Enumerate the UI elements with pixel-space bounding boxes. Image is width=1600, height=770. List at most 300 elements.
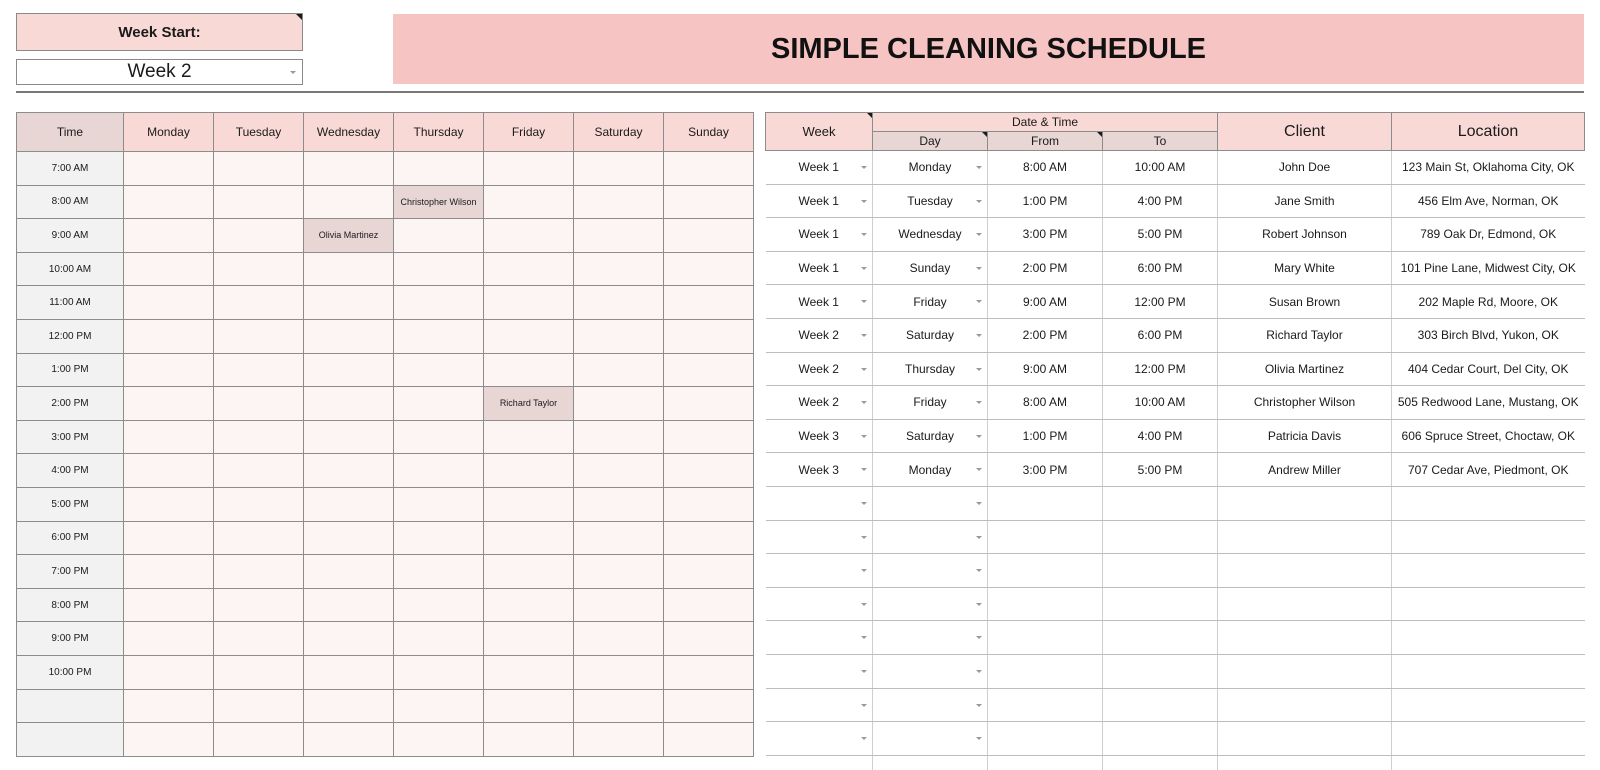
chevron-down-icon[interactable] xyxy=(976,233,982,236)
calendar-cell-monday[interactable] xyxy=(124,219,214,253)
calendar-cell-thursday[interactable] xyxy=(394,655,484,689)
chevron-down-icon[interactable] xyxy=(976,636,982,639)
calendar-cell-friday[interactable] xyxy=(484,319,574,353)
booking-from-cell[interactable] xyxy=(988,554,1103,588)
calendar-cell-thursday[interactable] xyxy=(394,152,484,186)
booking-location-cell[interactable] xyxy=(1392,251,1585,285)
chevron-down-icon[interactable] xyxy=(861,300,867,303)
calendar-cell-saturday[interactable] xyxy=(574,723,664,757)
chevron-down-icon[interactable] xyxy=(861,468,867,471)
booking-client-cell[interactable] xyxy=(1218,453,1392,487)
calendar-cell-thursday[interactable] xyxy=(394,387,484,421)
booking-location-cell[interactable] xyxy=(1392,285,1585,319)
calendar-cell-friday[interactable] xyxy=(484,286,574,320)
booking-location-cell[interactable] xyxy=(1392,184,1585,218)
booking-location-cell[interactable] xyxy=(1392,621,1585,655)
booking-week-cell[interactable] xyxy=(766,352,873,386)
calendar-cell-sunday[interactable] xyxy=(664,353,754,387)
booking-from-cell[interactable] xyxy=(988,419,1103,453)
calendar-cell-friday[interactable] xyxy=(484,420,574,454)
calendar-cell-monday[interactable] xyxy=(124,387,214,421)
calendar-time-cell[interactable]: 2:00 PM xyxy=(17,387,124,421)
calendar-time-cell[interactable] xyxy=(17,723,124,757)
calendar-cell-wednesday[interactable] xyxy=(304,689,394,723)
chevron-down-icon[interactable] xyxy=(290,71,296,74)
chevron-down-icon[interactable] xyxy=(861,233,867,236)
booking-client-cell[interactable] xyxy=(1218,587,1392,621)
booking-client-cell[interactable] xyxy=(1218,285,1392,319)
calendar-cell-friday[interactable] xyxy=(484,454,574,488)
chevron-down-icon[interactable] xyxy=(976,200,982,203)
calendar-cell-friday[interactable] xyxy=(484,689,574,723)
booking-week-cell[interactable] xyxy=(766,688,873,722)
calendar-cell-thursday[interactable] xyxy=(394,252,484,286)
booking-to-cell[interactable] xyxy=(1103,218,1218,252)
calendar-cell-monday[interactable] xyxy=(124,286,214,320)
calendar-cell-sunday[interactable] xyxy=(664,555,754,589)
chevron-down-icon[interactable] xyxy=(976,704,982,707)
booking-week-cell[interactable] xyxy=(766,453,873,487)
calendar-cell-tuesday[interactable] xyxy=(214,689,304,723)
booking-location-cell[interactable] xyxy=(1392,520,1585,554)
booking-week-cell[interactable] xyxy=(766,722,873,756)
calendar-cell-tuesday[interactable] xyxy=(214,387,304,421)
calendar-cell-sunday[interactable] xyxy=(664,420,754,454)
booking-to-cell[interactable] xyxy=(1103,184,1218,218)
calendar-cell-sunday[interactable] xyxy=(664,588,754,622)
booking-week-cell[interactable] xyxy=(766,285,873,319)
booking-from-cell[interactable] xyxy=(988,621,1103,655)
booking-to-cell[interactable] xyxy=(1103,755,1218,770)
chevron-down-icon[interactable] xyxy=(861,569,867,572)
booking-client-cell[interactable] xyxy=(1218,688,1392,722)
calendar-cell-sunday[interactable] xyxy=(664,521,754,555)
calendar-cell-monday[interactable] xyxy=(124,689,214,723)
chevron-down-icon[interactable] xyxy=(861,704,867,707)
booking-day-cell[interactable] xyxy=(873,352,988,386)
booking-from-cell[interactable] xyxy=(988,654,1103,688)
booking-from-cell[interactable] xyxy=(988,688,1103,722)
booking-week-cell[interactable] xyxy=(766,318,873,352)
comment-indicator-icon[interactable] xyxy=(1097,132,1102,137)
chevron-down-icon[interactable] xyxy=(861,502,867,505)
calendar-cell-saturday[interactable] xyxy=(574,622,664,656)
calendar-cell-sunday[interactable] xyxy=(664,185,754,219)
booking-to-cell[interactable] xyxy=(1103,419,1218,453)
calendar-cell-friday[interactable] xyxy=(484,219,574,253)
calendar-cell-monday[interactable] xyxy=(124,319,214,353)
booking-location-cell[interactable] xyxy=(1392,654,1585,688)
calendar-time-cell[interactable]: 6:00 PM xyxy=(17,521,124,555)
booking-to-cell[interactable] xyxy=(1103,453,1218,487)
booking-client-cell[interactable] xyxy=(1218,486,1392,520)
chevron-down-icon[interactable] xyxy=(976,401,982,404)
chevron-down-icon[interactable] xyxy=(976,368,982,371)
calendar-time-cell[interactable]: 3:00 PM xyxy=(17,420,124,454)
booking-from-cell[interactable] xyxy=(988,352,1103,386)
booking-location-cell[interactable] xyxy=(1392,419,1585,453)
booking-client-cell[interactable] xyxy=(1218,554,1392,588)
calendar-cell-tuesday[interactable] xyxy=(214,588,304,622)
calendar-cell-thursday[interactable] xyxy=(394,622,484,656)
booking-location-cell[interactable] xyxy=(1392,386,1585,420)
calendar-cell-sunday[interactable] xyxy=(664,487,754,521)
calendar-cell-wednesday[interactable] xyxy=(304,387,394,421)
calendar-cell-monday[interactable] xyxy=(124,152,214,186)
calendar-time-cell[interactable]: 9:00 PM xyxy=(17,622,124,656)
booking-to-cell[interactable] xyxy=(1103,654,1218,688)
calendar-cell-wednesday[interactable] xyxy=(304,555,394,589)
booking-to-cell[interactable] xyxy=(1103,386,1218,420)
calendar-cell-saturday[interactable] xyxy=(574,655,664,689)
chevron-down-icon[interactable] xyxy=(861,401,867,404)
calendar-cell-tuesday[interactable] xyxy=(214,655,304,689)
chevron-down-icon[interactable] xyxy=(861,603,867,606)
calendar-cell-tuesday[interactable] xyxy=(214,555,304,589)
booking-client-cell[interactable] xyxy=(1218,218,1392,252)
booking-client-cell[interactable] xyxy=(1218,251,1392,285)
calendar-cell-friday[interactable] xyxy=(484,723,574,757)
booking-location-cell[interactable] xyxy=(1392,688,1585,722)
chevron-down-icon[interactable] xyxy=(861,435,867,438)
chevron-down-icon[interactable] xyxy=(861,737,867,740)
calendar-cell-monday[interactable] xyxy=(124,353,214,387)
calendar-cell-saturday[interactable] xyxy=(574,689,664,723)
calendar-cell-sunday[interactable] xyxy=(664,252,754,286)
calendar-cell-monday[interactable] xyxy=(124,723,214,757)
calendar-time-cell[interactable]: 8:00 PM xyxy=(17,588,124,622)
calendar-cell-thursday[interactable] xyxy=(394,555,484,589)
calendar-cell-friday[interactable] xyxy=(484,521,574,555)
booking-location-cell[interactable] xyxy=(1392,352,1585,386)
booking-day-cell[interactable] xyxy=(873,554,988,588)
calendar-cell-saturday[interactable] xyxy=(574,185,664,219)
calendar-cell-monday[interactable] xyxy=(124,420,214,454)
calendar-cell-saturday[interactable] xyxy=(574,420,664,454)
booking-from-cell[interactable] xyxy=(988,486,1103,520)
comment-indicator-icon[interactable] xyxy=(296,14,302,20)
calendar-cell-wednesday[interactable] xyxy=(304,185,394,219)
chevron-down-icon[interactable] xyxy=(976,334,982,337)
booking-location-cell[interactable] xyxy=(1392,453,1585,487)
chevron-down-icon[interactable] xyxy=(976,737,982,740)
chevron-down-icon[interactable] xyxy=(861,334,867,337)
calendar-cell-monday[interactable] xyxy=(124,555,214,589)
chevron-down-icon[interactable] xyxy=(976,300,982,303)
calendar-cell-friday[interactable] xyxy=(484,487,574,521)
booking-day-cell[interactable] xyxy=(873,722,988,756)
booking-location-cell[interactable] xyxy=(1392,486,1585,520)
booking-from-cell[interactable] xyxy=(988,520,1103,554)
calendar-cell-monday[interactable] xyxy=(124,655,214,689)
booking-day-cell[interactable] xyxy=(873,453,988,487)
chevron-down-icon[interactable] xyxy=(861,200,867,203)
calendar-booking-cell[interactable]: Richard Taylor xyxy=(484,387,574,421)
calendar-cell-friday[interactable] xyxy=(484,185,574,219)
calendar-time-cell[interactable]: 11:00 AM xyxy=(17,286,124,320)
calendar-cell-wednesday[interactable] xyxy=(304,353,394,387)
calendar-cell-saturday[interactable] xyxy=(574,487,664,521)
calendar-cell-tuesday[interactable] xyxy=(214,219,304,253)
booking-week-cell[interactable] xyxy=(766,184,873,218)
booking-to-cell[interactable] xyxy=(1103,621,1218,655)
booking-client-cell[interactable] xyxy=(1218,318,1392,352)
calendar-cell-monday[interactable] xyxy=(124,454,214,488)
booking-day-cell[interactable] xyxy=(873,520,988,554)
calendar-cell-tuesday[interactable] xyxy=(214,353,304,387)
booking-week-cell[interactable] xyxy=(766,755,873,770)
calendar-cell-monday[interactable] xyxy=(124,252,214,286)
calendar-time-cell[interactable]: 8:00 AM xyxy=(17,185,124,219)
booking-location-cell[interactable] xyxy=(1392,218,1585,252)
calendar-cell-sunday[interactable] xyxy=(664,723,754,757)
chevron-down-icon[interactable] xyxy=(861,536,867,539)
calendar-cell-wednesday[interactable] xyxy=(304,521,394,555)
calendar-cell-tuesday[interactable] xyxy=(214,454,304,488)
calendar-cell-wednesday[interactable] xyxy=(304,622,394,656)
calendar-cell-friday[interactable] xyxy=(484,588,574,622)
calendar-cell-sunday[interactable] xyxy=(664,622,754,656)
booking-week-cell[interactable] xyxy=(766,419,873,453)
booking-to-cell[interactable] xyxy=(1103,285,1218,319)
booking-to-cell[interactable] xyxy=(1103,520,1218,554)
chevron-down-icon[interactable] xyxy=(976,468,982,471)
booking-from-cell[interactable] xyxy=(988,218,1103,252)
booking-week-cell[interactable] xyxy=(766,621,873,655)
booking-location-cell[interactable] xyxy=(1392,318,1585,352)
booking-client-cell[interactable] xyxy=(1218,352,1392,386)
calendar-cell-wednesday[interactable] xyxy=(304,487,394,521)
booking-day-cell[interactable] xyxy=(873,184,988,218)
booking-day-cell[interactable] xyxy=(873,621,988,655)
booking-week-cell[interactable] xyxy=(766,520,873,554)
calendar-cell-monday[interactable] xyxy=(124,622,214,656)
booking-day-cell[interactable] xyxy=(873,486,988,520)
booking-week-cell[interactable] xyxy=(766,386,873,420)
booking-location-cell[interactable] xyxy=(1392,151,1585,185)
booking-from-cell[interactable] xyxy=(988,755,1103,770)
booking-client-cell[interactable] xyxy=(1218,722,1392,756)
calendar-cell-thursday[interactable] xyxy=(394,588,484,622)
calendar-cell-sunday[interactable] xyxy=(664,286,754,320)
booking-from-cell[interactable] xyxy=(988,318,1103,352)
calendar-cell-saturday[interactable] xyxy=(574,521,664,555)
booking-client-cell[interactable] xyxy=(1218,654,1392,688)
calendar-cell-monday[interactable] xyxy=(124,588,214,622)
booking-day-cell[interactable] xyxy=(873,755,988,770)
booking-to-cell[interactable] xyxy=(1103,151,1218,185)
calendar-cell-thursday[interactable] xyxy=(394,219,484,253)
chevron-down-icon[interactable] xyxy=(861,636,867,639)
booking-from-cell[interactable] xyxy=(988,285,1103,319)
week-start-dropdown[interactable] xyxy=(16,59,303,85)
booking-from-cell[interactable] xyxy=(988,184,1103,218)
calendar-cell-wednesday[interactable] xyxy=(304,319,394,353)
booking-week-cell[interactable] xyxy=(766,251,873,285)
calendar-cell-sunday[interactable] xyxy=(664,219,754,253)
calendar-time-cell[interactable]: 10:00 AM xyxy=(17,252,124,286)
chevron-down-icon[interactable] xyxy=(976,670,982,673)
calendar-cell-thursday[interactable] xyxy=(394,286,484,320)
booking-client-cell[interactable] xyxy=(1218,621,1392,655)
chevron-down-icon[interactable] xyxy=(976,603,982,606)
calendar-cell-wednesday[interactable] xyxy=(304,152,394,186)
chevron-down-icon[interactable] xyxy=(976,569,982,572)
calendar-cell-thursday[interactable] xyxy=(394,454,484,488)
booking-to-cell[interactable] xyxy=(1103,722,1218,756)
booking-client-cell[interactable] xyxy=(1218,151,1392,185)
calendar-time-cell[interactable]: 7:00 PM xyxy=(17,555,124,589)
chevron-down-icon[interactable] xyxy=(861,267,867,270)
calendar-cell-saturday[interactable] xyxy=(574,555,664,589)
calendar-booking-cell[interactable]: Olivia Martinez xyxy=(304,219,394,253)
booking-day-cell[interactable] xyxy=(873,419,988,453)
calendar-time-cell[interactable]: 4:00 PM xyxy=(17,454,124,488)
calendar-time-cell[interactable]: 9:00 AM xyxy=(17,219,124,253)
calendar-cell-friday[interactable] xyxy=(484,152,574,186)
calendar-cell-wednesday[interactable] xyxy=(304,420,394,454)
booking-day-cell[interactable] xyxy=(873,318,988,352)
calendar-cell-tuesday[interactable] xyxy=(214,420,304,454)
calendar-cell-saturday[interactable] xyxy=(574,219,664,253)
chevron-down-icon[interactable] xyxy=(976,435,982,438)
calendar-cell-saturday[interactable] xyxy=(574,588,664,622)
calendar-cell-tuesday[interactable] xyxy=(214,622,304,656)
booking-client-cell[interactable] xyxy=(1218,184,1392,218)
booking-client-cell[interactable] xyxy=(1218,520,1392,554)
calendar-cell-thursday[interactable] xyxy=(394,487,484,521)
calendar-cell-tuesday[interactable] xyxy=(214,723,304,757)
calendar-cell-monday[interactable] xyxy=(124,185,214,219)
booking-day-cell[interactable] xyxy=(873,218,988,252)
calendar-cell-wednesday[interactable] xyxy=(304,454,394,488)
calendar-cell-tuesday[interactable] xyxy=(214,185,304,219)
calendar-cell-saturday[interactable] xyxy=(574,319,664,353)
booking-location-cell[interactable] xyxy=(1392,554,1585,588)
calendar-cell-friday[interactable] xyxy=(484,655,574,689)
calendar-cell-wednesday[interactable] xyxy=(304,723,394,757)
booking-location-cell[interactable] xyxy=(1392,755,1585,770)
calendar-cell-friday[interactable] xyxy=(484,555,574,589)
calendar-time-cell[interactable]: 10:00 PM xyxy=(17,655,124,689)
calendar-cell-thursday[interactable] xyxy=(394,319,484,353)
calendar-cell-saturday[interactable] xyxy=(574,387,664,421)
booking-from-cell[interactable] xyxy=(988,251,1103,285)
comment-indicator-icon[interactable] xyxy=(982,132,987,137)
chevron-down-icon[interactable] xyxy=(861,368,867,371)
booking-week-cell[interactable] xyxy=(766,486,873,520)
calendar-cell-thursday[interactable] xyxy=(394,723,484,757)
calendar-cell-sunday[interactable] xyxy=(664,454,754,488)
booking-from-cell[interactable] xyxy=(988,386,1103,420)
booking-to-cell[interactable] xyxy=(1103,251,1218,285)
booking-location-cell[interactable] xyxy=(1392,722,1585,756)
chevron-down-icon[interactable] xyxy=(976,166,982,169)
booking-week-cell[interactable] xyxy=(766,587,873,621)
booking-day-cell[interactable] xyxy=(873,151,988,185)
booking-day-cell[interactable] xyxy=(873,285,988,319)
calendar-cell-wednesday[interactable] xyxy=(304,252,394,286)
calendar-cell-thursday[interactable] xyxy=(394,521,484,555)
calendar-cell-tuesday[interactable] xyxy=(214,319,304,353)
chevron-down-icon[interactable] xyxy=(976,267,982,270)
chevron-down-icon[interactable] xyxy=(976,502,982,505)
calendar-cell-wednesday[interactable] xyxy=(304,286,394,320)
calendar-cell-tuesday[interactable] xyxy=(214,487,304,521)
calendar-cell-thursday[interactable] xyxy=(394,353,484,387)
calendar-cell-saturday[interactable] xyxy=(574,252,664,286)
booking-day-cell[interactable] xyxy=(873,587,988,621)
calendar-cell-saturday[interactable] xyxy=(574,454,664,488)
booking-to-cell[interactable] xyxy=(1103,554,1218,588)
calendar-cell-friday[interactable] xyxy=(484,622,574,656)
booking-week-cell[interactable] xyxy=(766,554,873,588)
booking-from-cell[interactable] xyxy=(988,722,1103,756)
booking-from-cell[interactable] xyxy=(988,453,1103,487)
booking-to-cell[interactable] xyxy=(1103,352,1218,386)
booking-from-cell[interactable] xyxy=(988,587,1103,621)
calendar-time-cell[interactable]: 1:00 PM xyxy=(17,353,124,387)
booking-week-cell[interactable] xyxy=(766,218,873,252)
calendar-time-cell[interactable]: 12:00 PM xyxy=(17,319,124,353)
calendar-time-cell[interactable]: 5:00 PM xyxy=(17,487,124,521)
calendar-cell-wednesday[interactable] xyxy=(304,588,394,622)
calendar-cell-sunday[interactable] xyxy=(664,152,754,186)
calendar-booking-cell[interactable]: Christopher Wilson xyxy=(394,185,484,219)
chevron-down-icon[interactable] xyxy=(976,536,982,539)
calendar-cell-friday[interactable] xyxy=(484,252,574,286)
booking-day-cell[interactable] xyxy=(873,386,988,420)
calendar-cell-tuesday[interactable] xyxy=(214,286,304,320)
calendar-time-cell[interactable]: 7:00 AM xyxy=(17,152,124,186)
calendar-cell-tuesday[interactable] xyxy=(214,521,304,555)
calendar-cell-sunday[interactable] xyxy=(664,319,754,353)
calendar-cell-monday[interactable] xyxy=(124,521,214,555)
booking-from-cell[interactable] xyxy=(988,151,1103,185)
booking-to-cell[interactable] xyxy=(1103,486,1218,520)
booking-location-cell[interactable] xyxy=(1392,587,1585,621)
calendar-cell-thursday[interactable] xyxy=(394,420,484,454)
booking-day-cell[interactable] xyxy=(873,654,988,688)
calendar-cell-thursday[interactable] xyxy=(394,689,484,723)
calendar-cell-sunday[interactable] xyxy=(664,655,754,689)
calendar-cell-friday[interactable] xyxy=(484,353,574,387)
booking-client-cell[interactable] xyxy=(1218,386,1392,420)
booking-to-cell[interactable] xyxy=(1103,587,1218,621)
calendar-cell-wednesday[interactable] xyxy=(304,655,394,689)
booking-to-cell[interactable] xyxy=(1103,318,1218,352)
booking-week-cell[interactable] xyxy=(766,151,873,185)
booking-to-cell[interactable] xyxy=(1103,688,1218,722)
booking-day-cell[interactable] xyxy=(873,688,988,722)
calendar-cell-tuesday[interactable] xyxy=(214,252,304,286)
comment-indicator-icon[interactable] xyxy=(867,113,872,118)
calendar-cell-saturday[interactable] xyxy=(574,286,664,320)
booking-client-cell[interactable] xyxy=(1218,755,1392,770)
booking-client-cell[interactable] xyxy=(1218,419,1392,453)
booking-week-cell[interactable] xyxy=(766,654,873,688)
booking-day-cell[interactable] xyxy=(873,251,988,285)
calendar-cell-tuesday[interactable] xyxy=(214,152,304,186)
calendar-cell-saturday[interactable] xyxy=(574,353,664,387)
calendar-cell-monday[interactable] xyxy=(124,487,214,521)
calendar-cell-saturday[interactable] xyxy=(574,152,664,186)
chevron-down-icon[interactable] xyxy=(861,670,867,673)
chevron-down-icon[interactable] xyxy=(861,166,867,169)
calendar-cell-sunday[interactable] xyxy=(664,387,754,421)
calendar-cell-sunday[interactable] xyxy=(664,689,754,723)
calendar-time-cell[interactable] xyxy=(17,689,124,723)
